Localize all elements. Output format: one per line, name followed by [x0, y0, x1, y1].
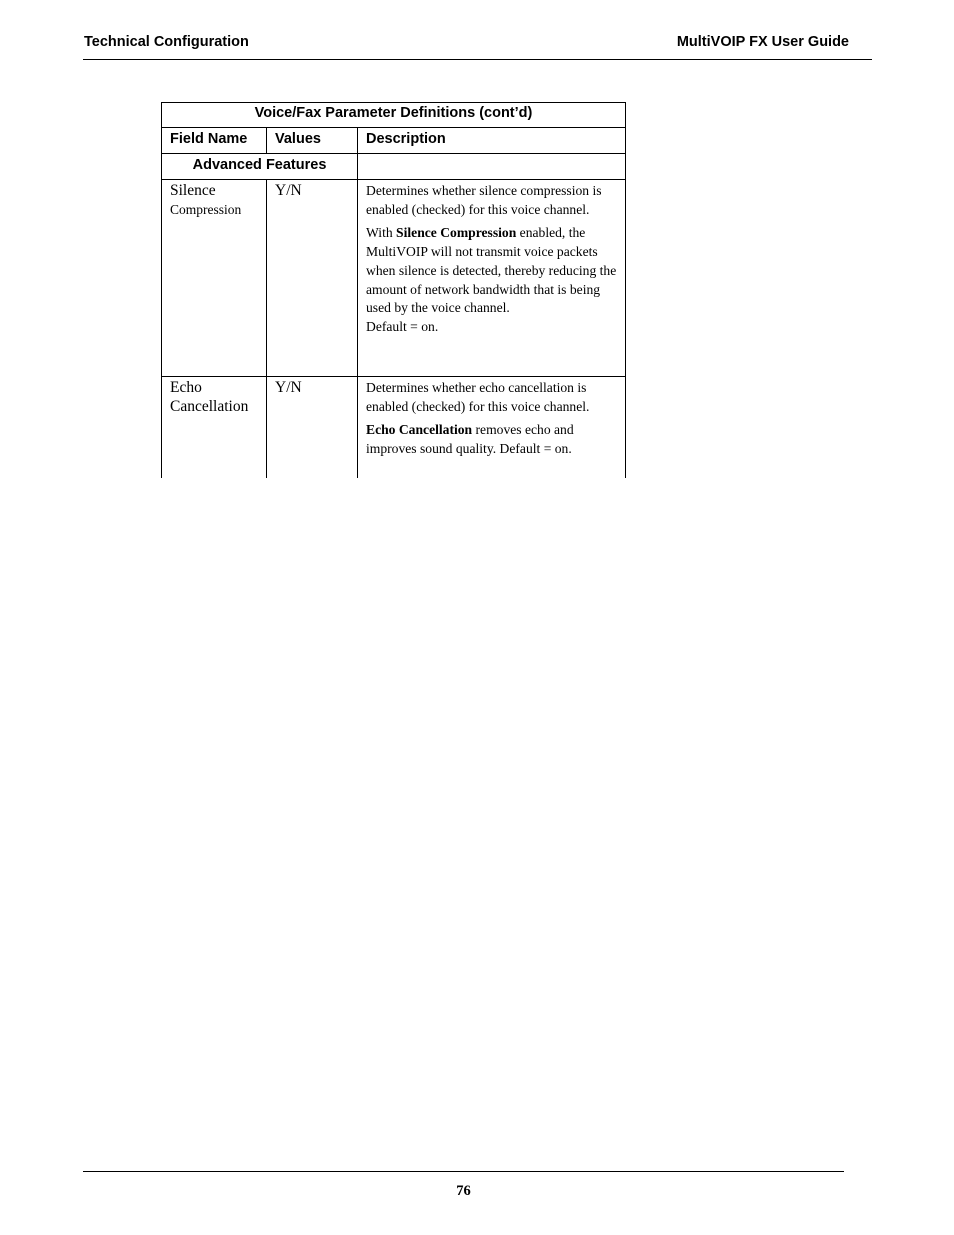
- value-cell: Y/N: [267, 377, 358, 478]
- column-header-description: Description: [358, 128, 626, 154]
- description-paragraph: Determines whether silence compression is enabled (checked) for this voice channel.: [366, 183, 602, 217]
- description-text: removes echo and improves sound quality. Default = on.: [366, 422, 574, 457]
- column-header-field-name: Field Name: [162, 128, 267, 154]
- section-title: Advanced Features: [162, 154, 358, 180]
- description-default: Default = on.: [366, 318, 439, 334]
- table-row: [162, 180, 626, 377]
- table-title-row: [162, 103, 626, 128]
- description-paragraph: [366, 421, 621, 458]
- description-cell: [358, 180, 626, 377]
- field-name-cell: [162, 377, 267, 478]
- field-name-line: Compression: [170, 202, 242, 217]
- header-section-title: Technical Configuration: [84, 34, 249, 50]
- value-cell: Y/N: [267, 180, 358, 377]
- section-row: [162, 154, 626, 180]
- table-row: [162, 377, 626, 478]
- description-cell: [358, 377, 626, 478]
- description-text: With: [366, 225, 397, 241]
- page-number: 76: [456, 1183, 471, 1199]
- description-paragraph: [366, 224, 621, 336]
- page-footer: [83, 1171, 844, 1200]
- column-header-row: [162, 128, 626, 154]
- page-header: [83, 33, 872, 60]
- parameter-definitions-table: [161, 102, 626, 478]
- description-bold-term: Echo Cancellation: [366, 422, 473, 438]
- field-name-cell: [162, 180, 267, 377]
- field-name-line: Echo: [170, 379, 202, 396]
- table-title: Voice/Fax Parameter Definitions (cont’d): [162, 103, 626, 128]
- column-header-values: Values: [267, 128, 358, 154]
- description-bold-term: Silence Compression: [396, 225, 517, 241]
- field-name-line: Cancellation: [170, 398, 249, 415]
- description-paragraph: Determines whether echo cancellation is enabled (checked) for this voice channel.: [366, 380, 590, 414]
- field-name-line: Silence: [170, 182, 216, 199]
- section-empty-cell: [358, 154, 626, 180]
- header-guide-title: MultiVOIP FX User Guide: [676, 34, 849, 50]
- description-text: enabled, the MultiVOIP will not transmit voice packets when silence is detected, thereby reducing the amount of network bandwidth that is being used by the voice channel.: [366, 225, 617, 316]
